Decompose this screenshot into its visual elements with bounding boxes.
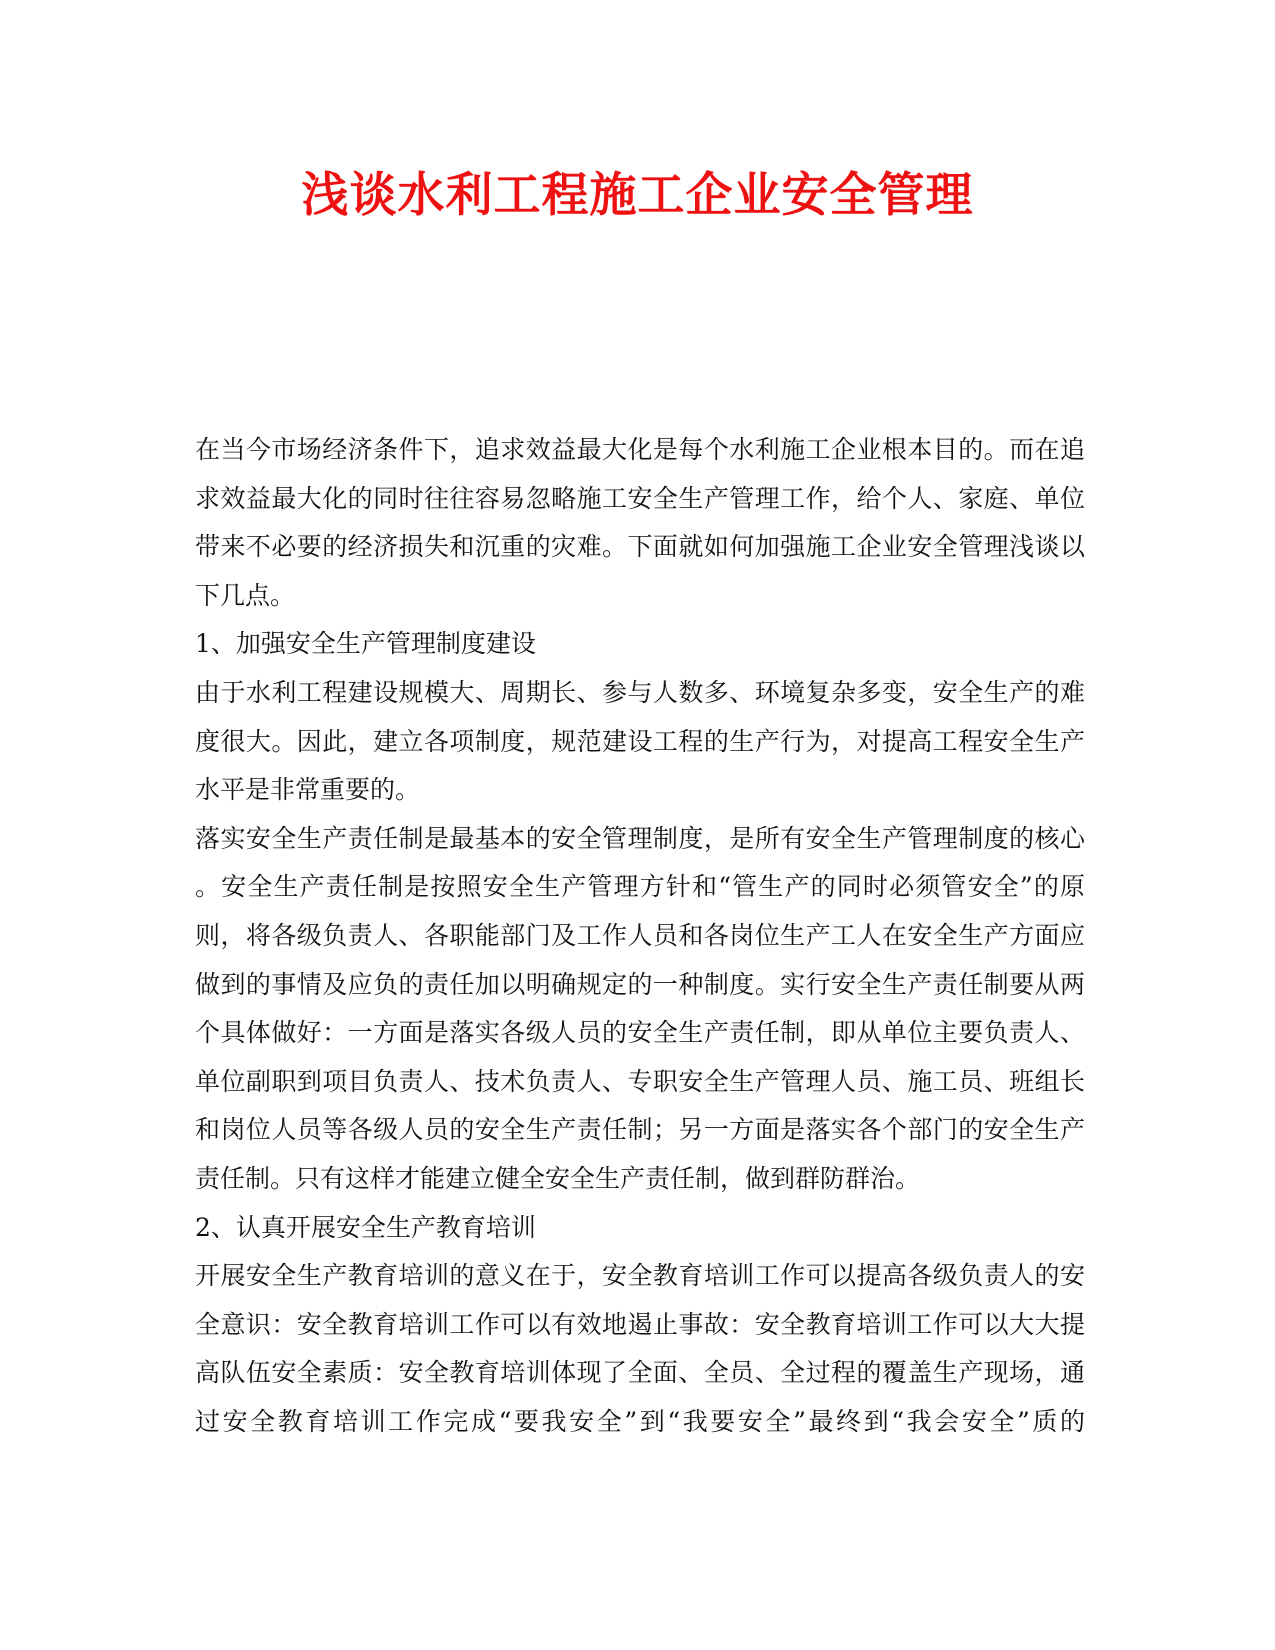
body-line: 个具体做好：一方面是落实各级人员的安全生产责任制，即从单位主要负责人、	[195, 1018, 1085, 1048]
body-line: 全意识：安全教育培训工作可以有效地遏止事故：安全教育培训工作可以大大提	[195, 1309, 1085, 1339]
body-line: 落实安全生产责任制是最基本的安全管理制度，是所有安全生产管理制度的核心	[195, 823, 1085, 853]
body-line: 单位副职到项目负责人、技术负责人、专职安全生产管理人员、施工员、班组长	[195, 1066, 1085, 1096]
body-line: 和岗位人员等各级人员的安全生产责任制；另一方面是落实各个部门的安全生产	[195, 1115, 1085, 1145]
body-line: 做到的事情及应负的责任加以明确规定的一种制度。实行安全生产责任制要从两	[195, 969, 1085, 999]
document-title: 浅谈水利工程施工企业安全管理	[301, 168, 974, 223]
section-heading: 1、加强安全生产管理制度建设	[195, 629, 536, 659]
body-line: 开展安全生产教育培训的意义在于，安全教育培训工作可以提高各级负责人的安	[195, 1261, 1085, 1291]
body-line: 求效益最大化的同时往往容易忽略施工安全生产管理工作，给个人、家庭、单位	[195, 483, 1085, 513]
body-line: 在当今市场经济条件下，追求效益最大化是每个水利施工企业根本目的。而在追	[195, 435, 1085, 464]
body-line: 则，将各级负责人、各职能部门及工作人员和各岗位生产工人在安全生产方面应	[195, 920, 1085, 950]
body-line: 下几点。	[195, 580, 296, 610]
body-line: 度很大。因此，建立各项制度，规范建设工程的生产行为，对提高工程安全生产	[195, 726, 1085, 756]
document-body	[195, 426, 1085, 1446]
section-heading: 2、认真开展安全生产教育培训	[195, 1212, 536, 1242]
body-line: 带来不必要的经济损失和沉重的灾难。下面就如何加强施工企业安全管理浅谈以	[195, 532, 1085, 562]
body-line: 责任制。只有这样才能建立健全安全生产责任制，做到群防群治。	[195, 1163, 921, 1193]
body-line: 由于水利工程建设规模大、周期长、参与人数多、环境复杂多变，安全生产的难	[195, 677, 1085, 707]
body-line: 水平是非常重要的。	[195, 775, 421, 805]
body-line: 。安全生产责任制是按照安全生产管理方针和“管生产的同时必须管安全”的原	[195, 872, 1085, 902]
body-line: 过安全教育培训工作完成“要我安全”到“我要安全”最终到“我会安全”质的	[195, 1406, 1085, 1436]
body-line: 高队伍安全素质：安全教育培训体现了全面、全员、全过程的覆盖生产现场，通	[195, 1358, 1085, 1388]
